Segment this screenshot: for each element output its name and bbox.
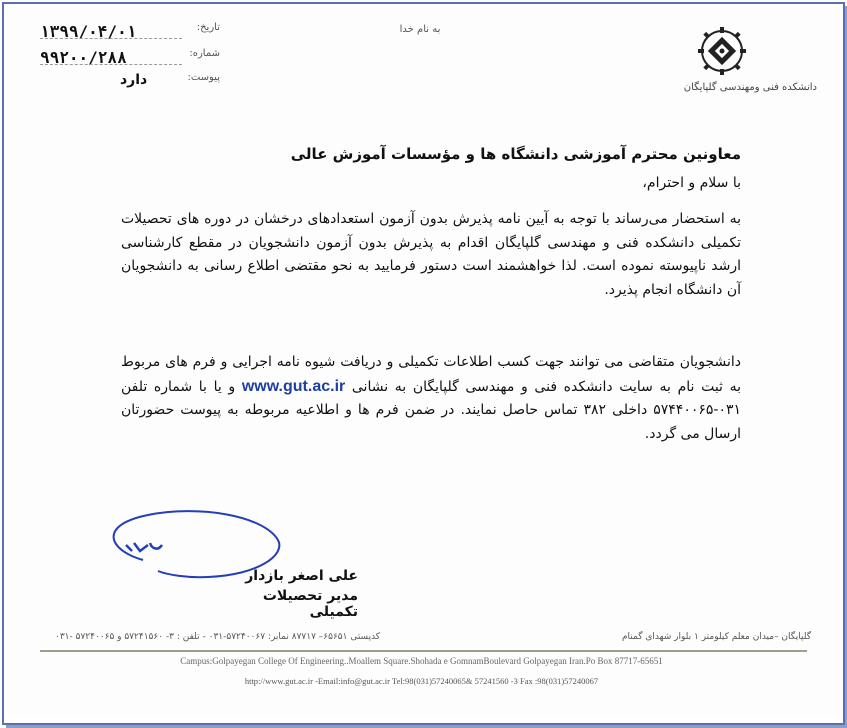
attachment-value: دارد — [120, 72, 148, 88]
number-value: ۹۹۲۰۰/۲۸۸ — [40, 48, 127, 67]
greeting-line: با سلام و احترام، — [642, 175, 741, 191]
recipient-line: معاونین محترم آموزشی دانشگاه ها و مؤسسات آموزش عالی — [290, 145, 741, 163]
paragraph-2-part-1: دانشجویان متقاضی می توانند جهت کسب اطلاعات تکمیلی و دریافت شیوه نامه اجرایی و فرم های مربوط به ثبت نام به سایت دانشکده فنی و مهندسی گلپایگان به نشانی — [121, 354, 741, 395]
attachment-row — [40, 72, 220, 92]
footer-contact-en: http://www.gut.ac.ir -Email:info@gut.ac.ir Tel:98(031)57240065& 57241560 -3 Fax :98(031)57240067 — [244, 676, 599, 686]
footer-address-en: Campus:Golpayegan College Of Engineering..Moallem Square.Shohada e GomnamBoulevard Golpayegan Iran.Po Box 87717-65651 — [180, 656, 663, 666]
university-logo-icon — [697, 26, 747, 76]
footer-divider — [40, 650, 807, 652]
signer-name: علی اصغر بازدار — [245, 568, 358, 584]
number-row — [40, 48, 220, 68]
date-label: تاریخ: — [196, 22, 220, 33]
attachment-label: پیوست: — [187, 72, 220, 83]
date-row — [40, 22, 220, 42]
date-dotted-line — [40, 38, 182, 39]
footer-address-fa: گلپایگان –میدان معلم کیلومتر ۱ بلوار شهدای گمنام — [621, 632, 811, 642]
paragraph-2 — [121, 351, 741, 446]
number-label: شماره: — [189, 48, 220, 59]
date-value: ۱۳۹۹/۰۴/۰۱ — [40, 22, 137, 41]
paragraph-1: به استحضار می‌رساند با توجه به آیین نامه پذیرش بدون آزمون استعدادهای درخشان در دوره های تحصیلات تکمیلی دانشکده فنی و مهندسی گلپایگان اقدام به پذیرش بدون آزمون دانشجویان در مقطع کارشناسی ارشد ناپیوسته نموده است. لذا خواهشمند است دستور فرمایید به نحو مقتضی اطلاع رسانی به دانشجویان آن دانشگاه انجام پذیرد. — [121, 211, 741, 298]
bismillah-heading: به نام خدا — [399, 24, 441, 35]
faculty-name: دانشکده فنی ومهندسی گلپایگان — [683, 82, 817, 93]
footer-phones-fa: کدپستی ۶۵۶۵۱– ۸۷۷۱۷ نمابر: ۵۷۲۴۰۰۶۷-۰۳۱ - تلفن : ۳- ۵۷۲۴۱۵۶۰ و ۵۷۲۴۰۰۶۵ -۰۳۱ — [55, 632, 381, 642]
number-dotted-line — [40, 64, 182, 65]
website-link[interactable]: www.gut.ac.ir — [241, 377, 346, 395]
paragraph-2-part-2: و یا با شماره تلفن ۰۳۱-۵۷۴۴۰۰۶۵ داخلی ۳۸۲ تماس حاصل نمایند. در ضمن فرم ها و اطلاعیه مربوطه به پیوست حضورتان ارسال می گردد. — [121, 378, 742, 442]
signer-title: مدیر تحصیلات تکمیلی — [262, 588, 358, 620]
